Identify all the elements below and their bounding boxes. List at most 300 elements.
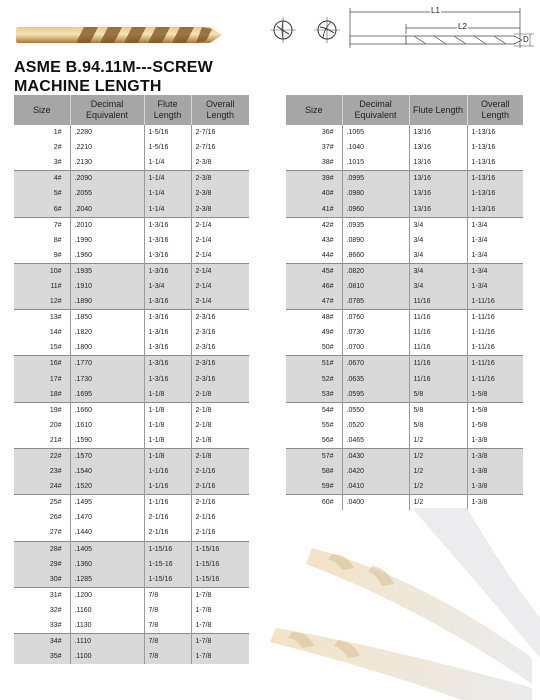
overall-length-cell: 2-7/16: [195, 144, 216, 152]
table-row: [286, 217, 523, 233]
flute-length-cell: 7/8: [144, 649, 191, 664]
decimal-cell: .0670: [342, 356, 409, 372]
table-row: [286, 464, 523, 479]
overall-length-cell: 2-1/4: [191, 217, 249, 233]
decimal-cell: .1440: [70, 525, 144, 541]
overall-length-cell: 2-3/16: [191, 356, 249, 372]
table-row: [14, 572, 249, 588]
size-cell: 36#: [286, 125, 342, 140]
decimal-cell: .0520: [342, 418, 409, 433]
overall-length-cell: 1-3/8: [467, 448, 523, 464]
decimal-cell: .8660: [342, 248, 409, 264]
table-row: [286, 372, 523, 387]
overall-length-cell: 2-1/8: [191, 402, 249, 418]
overall-length-cell: 1-13/16: [471, 144, 496, 152]
overall-length-cell: 2-1/8: [191, 387, 249, 403]
table-row: [14, 464, 249, 479]
size-cell: 13#: [14, 310, 70, 326]
flute-length-cell: 5/8: [409, 387, 467, 403]
table-row: [14, 433, 249, 449]
decimal-cell: .0960: [342, 201, 409, 217]
decimal-cell: .1065: [342, 125, 409, 140]
flute-length-cell: 7/8: [144, 634, 191, 650]
flute-length-cell: 1-3/16: [144, 356, 191, 372]
overall-length-cell: 1-3/8: [467, 464, 523, 479]
overall-length-cell: 2-1/8: [195, 421, 212, 429]
drill-end-view-icon: [314, 17, 340, 43]
table-row: [286, 263, 523, 279]
flute-length-cell: 5/8: [409, 402, 467, 418]
size-cell: 8#: [14, 233, 70, 248]
flute-length-cell: 1-15-16: [144, 557, 191, 572]
decimal-cell: .0430: [342, 448, 409, 464]
overall-length-cell: 2-1/16: [191, 464, 249, 479]
table-header-row: [14, 95, 249, 125]
decimal-cell: .1285: [70, 572, 144, 588]
overall-length-cell: 2-1/4: [191, 263, 249, 279]
drill-end-view-icon: [270, 17, 296, 43]
size-cell: 40#: [286, 186, 342, 201]
decimal-cell: .0935: [342, 217, 409, 233]
flute-length-cell: 3/4: [409, 233, 467, 248]
decimal-cell: .0400: [342, 495, 409, 511]
overall-length-cell: 1-13/16: [471, 129, 496, 137]
size-cell: 10#: [14, 263, 70, 279]
decimal-cell: .0890: [342, 233, 409, 248]
overall-length-cell: 1-13/16: [471, 159, 496, 167]
table-row: [286, 340, 523, 356]
flute-length-cell: 1-3/16: [144, 248, 191, 264]
table-row: [14, 541, 249, 557]
decimal-cell: .1540: [70, 464, 144, 479]
table-header-row: [286, 95, 523, 125]
flute-length-cell: 1/2: [409, 464, 467, 479]
size-cell: 2#: [14, 140, 70, 155]
table-row: [14, 557, 249, 572]
overall-length-cell: 1-15/16: [191, 541, 249, 557]
drill-bits-photo: [262, 508, 540, 700]
overall-length-cell: 1-11/16: [471, 344, 495, 352]
flute-length-cell: 3/4: [409, 279, 467, 294]
decimal-cell: .0760: [342, 310, 409, 326]
decimal-cell: .1910: [70, 279, 144, 294]
table-row: [14, 402, 249, 418]
table-row: [14, 171, 249, 187]
size-cell: 34#: [14, 634, 70, 650]
flute-length-cell: 3/4: [409, 248, 467, 264]
table-row: [286, 201, 523, 217]
flute-length-cell: 1-1/8: [144, 402, 191, 418]
size-cell: 11#: [14, 279, 70, 294]
flute-length-cell: 11/16: [409, 294, 467, 310]
size-cell: 38#: [286, 155, 342, 171]
overall-length-cell: 2-3/16: [195, 329, 216, 337]
decimal-cell: .1660: [70, 402, 144, 418]
d-label: D: [523, 35, 529, 44]
flute-length-cell: 1/2: [409, 479, 467, 495]
flute-length-cell: 11/16: [409, 340, 467, 356]
overall-length-cell: 2-7/16: [195, 129, 216, 137]
flute-length-cell: 1-1/8: [144, 448, 191, 464]
l2-label: L2: [458, 22, 467, 31]
flute-length-cell: 7/8: [144, 618, 191, 634]
size-cell: 4#: [14, 171, 70, 187]
decimal-cell: .2210: [70, 140, 144, 155]
decimal-cell: .0820: [342, 263, 409, 279]
overall-length-cell: 1-5/8: [467, 387, 523, 403]
flute-length-cell: 7/8: [144, 603, 191, 618]
overall-length-cell: 2-1/4: [191, 279, 249, 294]
size-cell: 3#: [14, 155, 70, 171]
flute-length-cell: 1-1/8: [144, 433, 191, 449]
size-cell: 49#: [286, 325, 342, 340]
left-table-wrapper: [14, 95, 249, 664]
table-row: [286, 433, 523, 449]
flute-length-cell: 1-5/16: [144, 125, 191, 140]
right-table-wrapper: [286, 95, 523, 510]
decimal-cell: .0410: [342, 479, 409, 495]
decimal-cell: .1200: [70, 587, 144, 603]
table-row: [286, 418, 523, 433]
size-cell: 43#: [286, 233, 342, 248]
table-row: [14, 649, 249, 664]
table-row: [14, 140, 249, 155]
flute-length-cell: 1/2: [409, 448, 467, 464]
table-row: [14, 310, 249, 326]
flute-length-cell: 1-15/16: [144, 572, 191, 588]
table-row: [286, 310, 523, 326]
header-overall: Overall Length: [467, 95, 523, 125]
overall-length-cell: 1-3/8: [467, 495, 523, 511]
size-cell: 42#: [286, 217, 342, 233]
title-line-2: MACHINE LENGTH: [14, 78, 162, 95]
table-row: [14, 618, 249, 634]
decimal-cell: .1360: [70, 557, 144, 572]
table-row: [14, 279, 249, 294]
decimal-cell: .0785: [342, 294, 409, 310]
size-cell: 5#: [14, 186, 70, 201]
overall-length-cell: 1-13/16: [467, 171, 523, 187]
flute-length-cell: 1-1/4: [144, 186, 191, 201]
overall-length-cell: 1-11/16: [467, 310, 523, 326]
size-cell: 19#: [14, 402, 70, 418]
table-row: [14, 217, 249, 233]
drill-size-table-right: [286, 95, 523, 510]
decimal-cell: .2040: [70, 201, 144, 217]
decimal-cell: .1770: [70, 356, 144, 372]
overall-length-cell: 1-7/8: [191, 587, 249, 603]
table-row: [14, 186, 249, 201]
header-size: Size: [14, 95, 70, 125]
overall-length-cell: 1-3/4: [471, 236, 488, 244]
decimal-cell: .2280: [70, 125, 144, 140]
flute-length-cell: 1-3/16: [144, 233, 191, 248]
size-cell: 41#: [286, 201, 342, 217]
size-cell: 55#: [286, 418, 342, 433]
decimal-cell: .1990: [70, 233, 144, 248]
overall-length-cell: 1-15/16: [191, 557, 249, 572]
size-cell: 26#: [14, 510, 70, 525]
flute-length-cell: 3/4: [409, 263, 467, 279]
overall-length-cell: 1-15/16: [191, 572, 249, 588]
overall-length-cell: 1-11/16: [471, 329, 495, 337]
size-cell: 21#: [14, 433, 70, 449]
decimal-cell: .1470: [70, 510, 144, 525]
table-row: [286, 186, 523, 201]
overall-length-cell: 1-5/8: [467, 402, 523, 418]
flute-length-cell: 13/16: [409, 125, 467, 140]
overall-length-cell: 2-3/8: [195, 159, 212, 167]
flute-length-cell: 11/16: [409, 310, 467, 326]
flute-length-cell: 11/16: [409, 356, 467, 372]
drill-size-table-left: [14, 95, 249, 664]
overall-length-cell: 2-1/16: [195, 529, 216, 537]
table-row: [14, 201, 249, 217]
overall-length-cell: 1-3/4: [471, 251, 488, 259]
decimal-cell: .2055: [70, 186, 144, 201]
size-cell: 57#: [286, 448, 342, 464]
overall-length-cell: 2-1/4: [191, 294, 249, 310]
size-cell: 1#: [14, 125, 70, 140]
decimal-cell: .0420: [342, 464, 409, 479]
overall-length-cell: 1-11/16: [467, 356, 523, 372]
overall-length-cell: 2-3/8: [191, 171, 249, 187]
overall-length-cell: 2-3/8: [191, 186, 249, 201]
size-cell: 7#: [14, 217, 70, 233]
decimal-cell: .1850: [70, 310, 144, 326]
l1-label: L1: [431, 6, 440, 15]
flute-length-cell: 1-1/4: [144, 201, 191, 217]
overall-length-cell: 2-1/16: [191, 479, 249, 495]
size-cell: 56#: [286, 433, 342, 449]
flute-length-cell: 1/2: [409, 495, 467, 511]
size-cell: 54#: [286, 402, 342, 418]
flute-length-cell: 13/16: [409, 155, 467, 171]
size-cell: 16#: [14, 356, 70, 372]
table-row: [14, 387, 249, 403]
title-line-1: ASME B.94.11M---SCREW: [14, 59, 213, 76]
flute-length-cell: 5/8: [409, 418, 467, 433]
size-cell: 46#: [286, 279, 342, 294]
table-row: [14, 294, 249, 310]
table-row: [14, 356, 249, 372]
flute-length-cell: 13/16: [409, 201, 467, 217]
table-row: [286, 279, 523, 294]
overall-length-cell: 1-11/16: [467, 372, 523, 387]
decimal-cell: .0635: [342, 372, 409, 387]
overall-length-cell: 1-7/8: [191, 634, 249, 650]
right-table-body: [286, 125, 523, 510]
table-row: [286, 479, 523, 495]
decimal-cell: .1695: [70, 387, 144, 403]
size-cell: 51#: [286, 356, 342, 372]
flute-length-cell: 2-1/16: [144, 525, 191, 541]
flute-length-cell: 1-5/16: [144, 140, 191, 155]
overall-length-cell: 1-5/8: [471, 421, 488, 429]
decimal-cell: .1590: [70, 433, 144, 449]
size-cell: 25#: [14, 495, 70, 511]
table-row: [286, 140, 523, 155]
size-cell: 47#: [286, 294, 342, 310]
decimal-cell: .1405: [70, 541, 144, 557]
table-row: [14, 603, 249, 618]
size-cell: 29#: [14, 557, 70, 572]
size-cell: 53#: [286, 387, 342, 403]
decimal-cell: .1110: [70, 634, 144, 650]
flute-length-cell: 1/2: [409, 433, 467, 449]
flute-length-cell: 1-1/16: [144, 495, 191, 511]
dimension-diagram-icon: [346, 4, 536, 56]
decimal-cell: .0995: [342, 171, 409, 187]
table-row: [14, 248, 249, 264]
size-cell: 52#: [286, 372, 342, 387]
decimal-cell: .0595: [342, 387, 409, 403]
decimal-cell: .2010: [70, 217, 144, 233]
flute-length-cell: 1-1/8: [144, 387, 191, 403]
table-row: [14, 479, 249, 495]
size-cell: 9#: [14, 248, 70, 264]
flute-length-cell: 3/4: [409, 217, 467, 233]
decimal-cell: .1820: [70, 325, 144, 340]
overall-length-cell: 1-7/8: [195, 622, 212, 630]
table-row: [14, 418, 249, 433]
table-row: [14, 525, 249, 541]
size-cell: 39#: [286, 171, 342, 187]
table-row: [286, 387, 523, 403]
overall-length-cell: 2-1/16: [191, 495, 249, 511]
size-cell: 6#: [14, 201, 70, 217]
decimal-cell: .1570: [70, 448, 144, 464]
decimal-cell: .1730: [70, 372, 144, 387]
overall-length-cell: 2-1/4: [195, 251, 212, 259]
page-title: [14, 58, 213, 96]
table-row: [14, 372, 249, 387]
decimal-cell: .0465: [342, 433, 409, 449]
size-cell: 44#: [286, 248, 342, 264]
flute-length-cell: 11/16: [409, 325, 467, 340]
flute-length-cell: 1-3/16: [144, 263, 191, 279]
overall-length-cell: 1-3/4: [467, 279, 523, 294]
header-overall: Overall Length: [191, 95, 249, 125]
overall-length-cell: 2-3/16: [195, 344, 216, 352]
overall-length-cell: 1-13/16: [467, 201, 523, 217]
table-row: [286, 155, 523, 171]
table-row: [286, 294, 523, 310]
overall-length-cell: 2-3/16: [191, 310, 249, 326]
table-row: [14, 634, 249, 650]
size-cell: 15#: [14, 340, 70, 356]
size-cell: 32#: [14, 603, 70, 618]
overall-length-cell: 1-13/16: [467, 186, 523, 201]
size-cell: 30#: [14, 572, 70, 588]
decimal-cell: .0730: [342, 325, 409, 340]
flute-length-cell: 1-1/16: [144, 464, 191, 479]
size-cell: 17#: [14, 372, 70, 387]
decimal-cell: .1520: [70, 479, 144, 495]
size-cell: 60#: [286, 495, 342, 511]
decimal-cell: .1935: [70, 263, 144, 279]
overall-length-cell: 2-1/4: [195, 236, 212, 244]
size-cell: 20#: [14, 418, 70, 433]
table-row: [286, 171, 523, 187]
overall-length-cell: 1-3/4: [467, 263, 523, 279]
flute-length-cell: 1-15/16: [144, 541, 191, 557]
decimal-cell: .1890: [70, 294, 144, 310]
flute-length-cell: 11/16: [409, 372, 467, 387]
decimal-cell: .2090: [70, 171, 144, 187]
table-row: [286, 356, 523, 372]
table-row: [14, 510, 249, 525]
decimal-cell: .1100: [70, 649, 144, 664]
decimal-cell: .1040: [342, 140, 409, 155]
decimal-cell: .2130: [70, 155, 144, 171]
flute-length-cell: 1-1/16: [144, 479, 191, 495]
size-cell: 24#: [14, 479, 70, 495]
decimal-cell: .1610: [70, 418, 144, 433]
overall-length-cell: 2-1/8: [191, 448, 249, 464]
overall-length-cell: 1-3/4: [467, 217, 523, 233]
table-row: [286, 248, 523, 264]
decimal-cell: .0550: [342, 402, 409, 418]
flute-length-cell: 2-1/16: [144, 510, 191, 525]
size-cell: 22#: [14, 448, 70, 464]
table-row: [286, 448, 523, 464]
size-cell: 59#: [286, 479, 342, 495]
size-cell: 18#: [14, 387, 70, 403]
table-row: [286, 233, 523, 248]
flute-length-cell: 1-3/16: [144, 372, 191, 387]
size-cell: 33#: [14, 618, 70, 634]
decimal-cell: .1160: [70, 603, 144, 618]
table-row: [286, 125, 523, 140]
table-row: [286, 325, 523, 340]
flute-length-cell: 1-1/4: [144, 155, 191, 171]
size-cell: 14#: [14, 325, 70, 340]
header-size: Size: [286, 95, 342, 125]
size-cell: 28#: [14, 541, 70, 557]
flute-length-cell: 1-3/4: [144, 279, 191, 294]
decimal-cell: .1015: [342, 155, 409, 171]
header-flute: Flute Length: [409, 95, 467, 125]
table-row: [14, 125, 249, 140]
decimal-cell: .1800: [70, 340, 144, 356]
flute-length-cell: 1-3/16: [144, 340, 191, 356]
decimal-cell: .1495: [70, 495, 144, 511]
header-decimal: Decimal Equivalent: [70, 95, 144, 125]
overall-length-cell: 2-1/16: [195, 514, 216, 522]
decimal-cell: .0810: [342, 279, 409, 294]
table-row: [14, 495, 249, 511]
size-cell: 58#: [286, 464, 342, 479]
table-row: [14, 155, 249, 171]
flute-length-cell: 1-1/8: [144, 418, 191, 433]
header-decimal: Decimal Equivalent: [342, 95, 409, 125]
flute-length-cell: 1-1/4: [144, 171, 191, 187]
flute-length-cell: 13/16: [409, 186, 467, 201]
size-cell: 48#: [286, 310, 342, 326]
table-row: [14, 448, 249, 464]
size-cell: 37#: [286, 140, 342, 155]
size-cell: 27#: [14, 525, 70, 541]
table-row: [14, 263, 249, 279]
overall-length-cell: 1-7/8: [191, 649, 249, 664]
drill-bit-icon: [14, 22, 224, 48]
flute-length-cell: 1-3/16: [144, 294, 191, 310]
decimal-cell: .0980: [342, 186, 409, 201]
decimal-cell: .1130: [70, 618, 144, 634]
size-cell: 31#: [14, 587, 70, 603]
overall-length-cell: 1-3/8: [471, 436, 488, 444]
